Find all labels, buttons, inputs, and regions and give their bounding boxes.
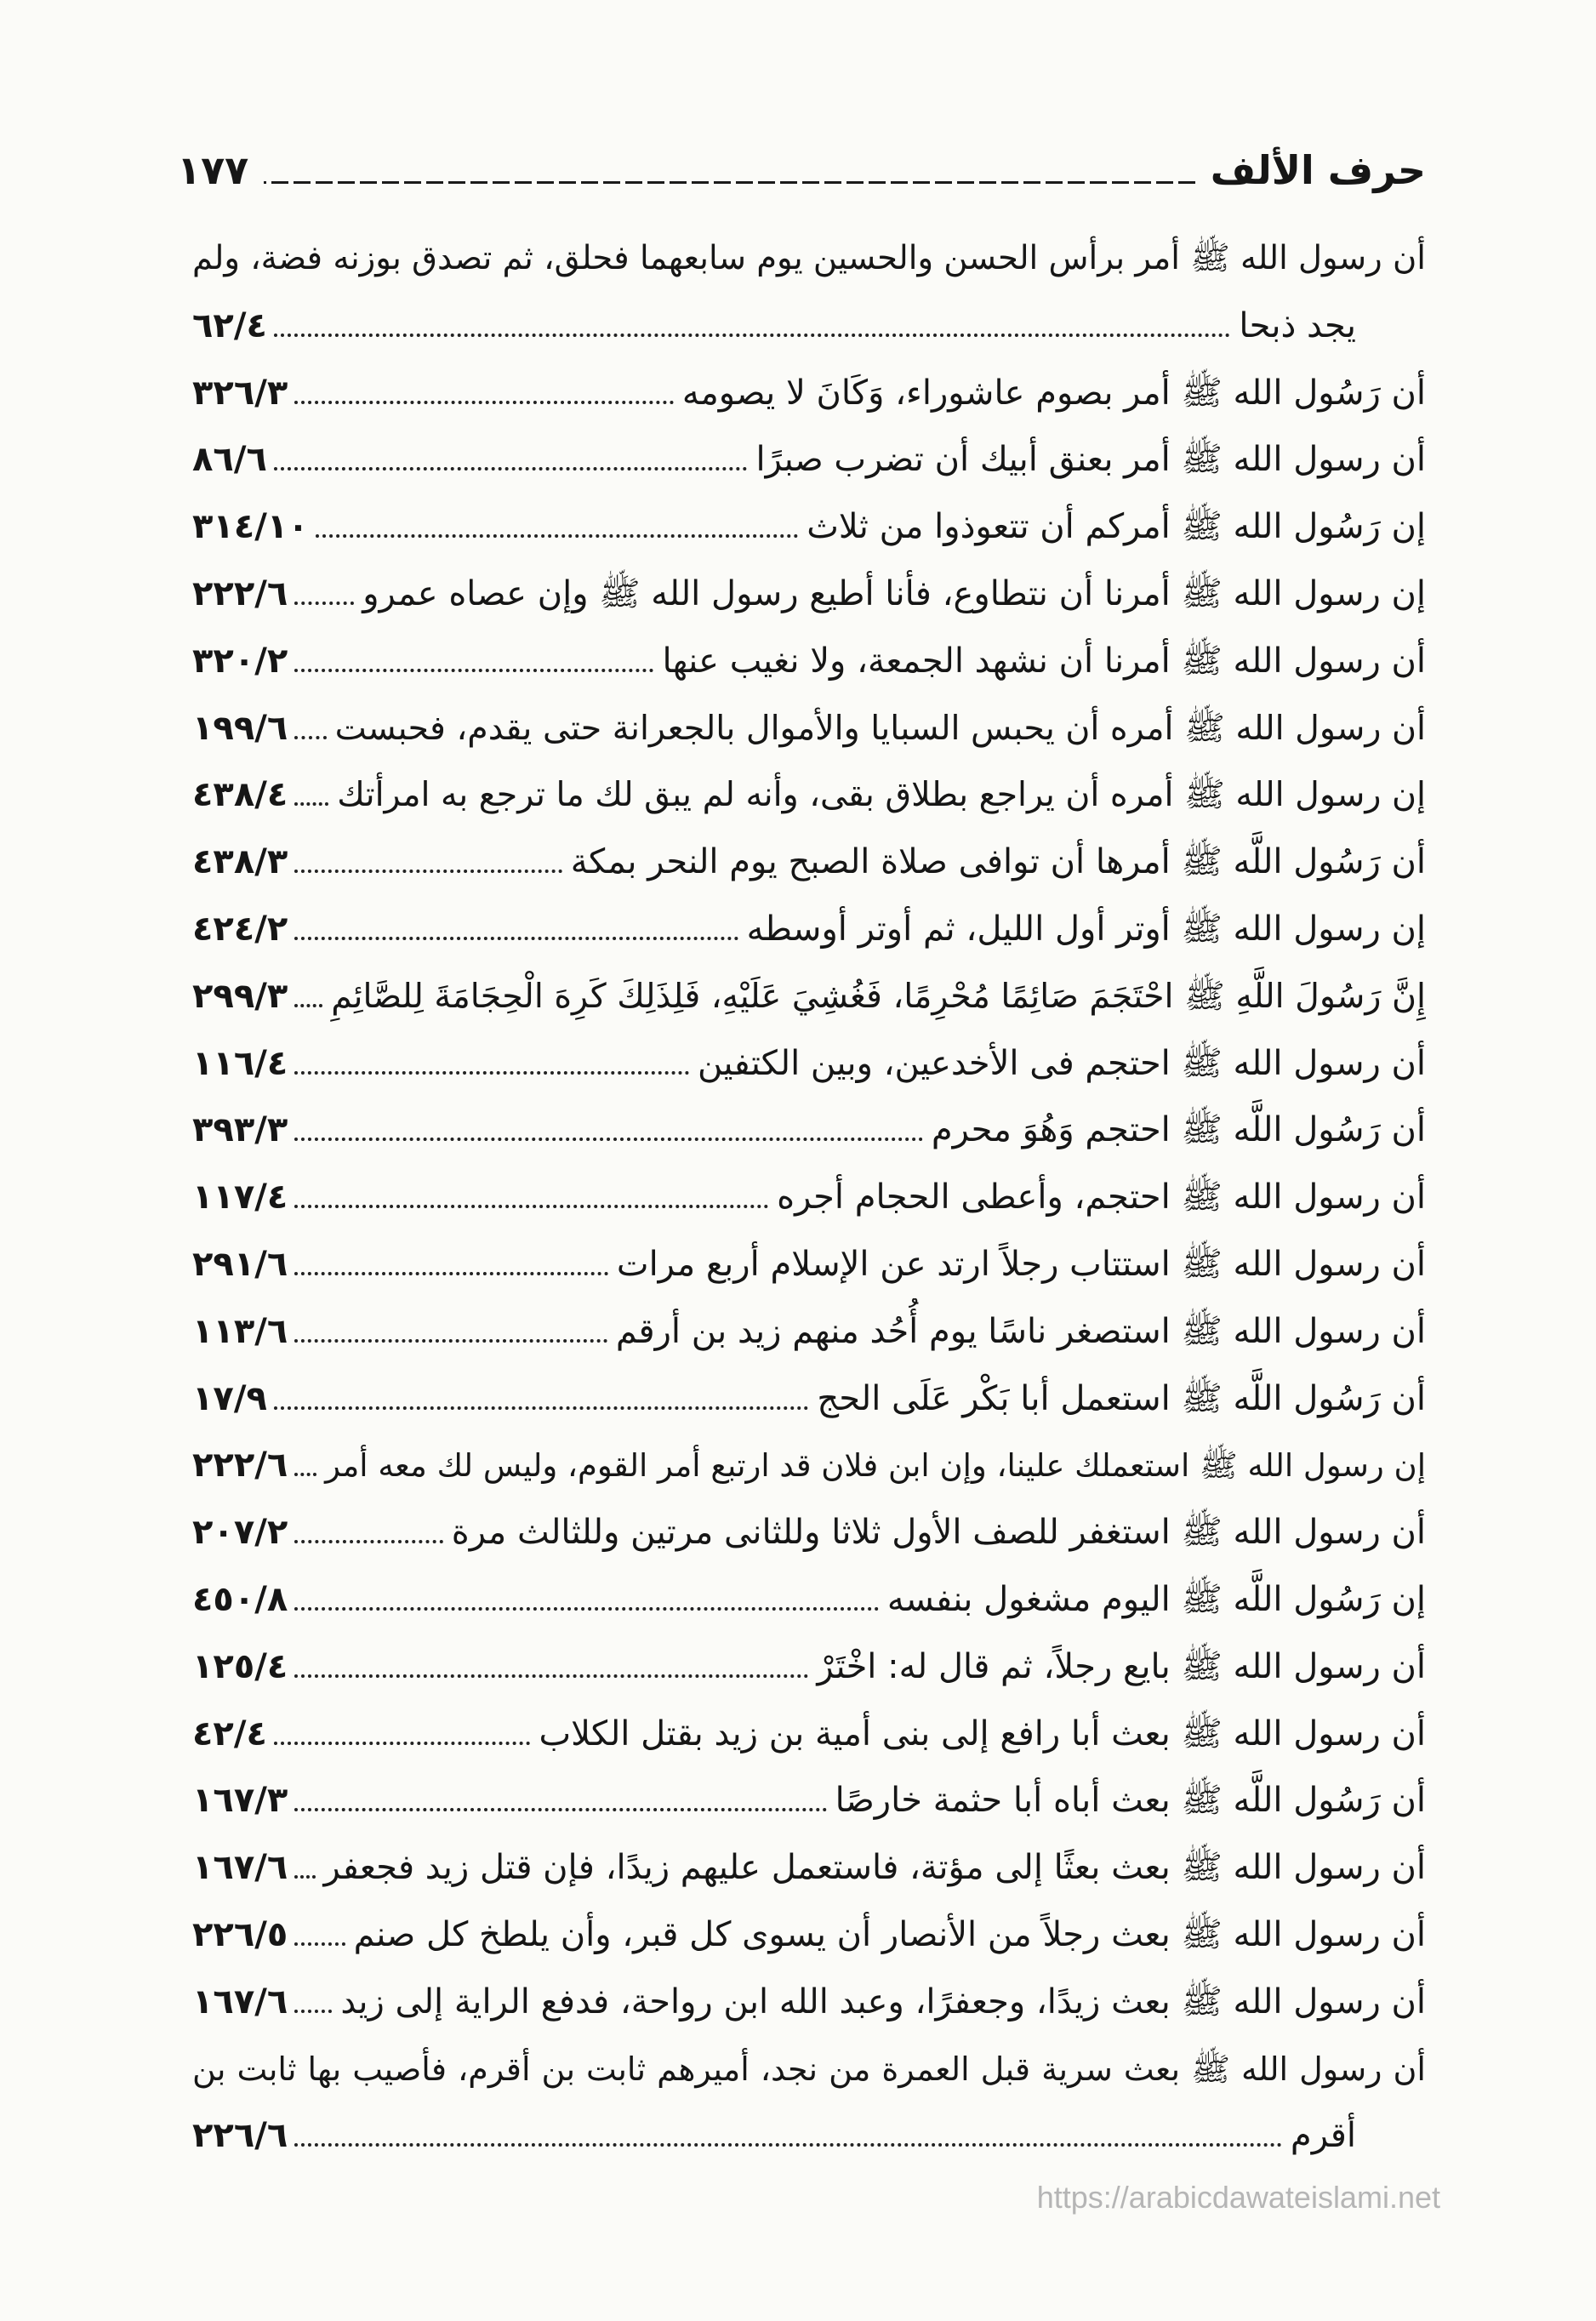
entry-text: إن رَسُول اللَّه ﷺ اليوم مشغول بنفسه bbox=[886, 1579, 1426, 1619]
entry-reference: ٢٢٦/٦ bbox=[192, 2116, 288, 2156]
entry-reference: ٤٢٤/٢ bbox=[192, 909, 288, 949]
dot-leader bbox=[294, 802, 328, 806]
entry-reference: ٨٦/٦ bbox=[192, 440, 267, 480]
entry-text: أن رَسُول اللَّه ﷺ استعمل أبا بَكْر عَلَى الحج bbox=[817, 1378, 1426, 1418]
dot-leader bbox=[294, 401, 674, 404]
entry-text: أن رسول الله ﷺ استصغر ناسًا يوم أُحُد منهم زيد بن أرقم bbox=[615, 1311, 1426, 1351]
dot-leader bbox=[294, 1071, 689, 1075]
entry-text: أن رسول الله ﷺ بايع رجلاً، ثم قال له: اخْتَرْ bbox=[817, 1646, 1426, 1686]
entry-reference: ٢٠٧/٢ bbox=[192, 1513, 288, 1553]
entry-reference: ٣٢٦/٣ bbox=[192, 373, 288, 413]
index-entry bbox=[192, 1634, 1426, 1701]
entry-reference: ٤٥٠/٨ bbox=[192, 1579, 288, 1619]
index-entry bbox=[192, 1499, 1426, 1566]
entry-reference: ١١٦/٤ bbox=[192, 1043, 288, 1083]
entry-text: أن رسول الله ﷺ أمر برأس الحسن والحسين يوم سابعهما فحلق، ثم تصدق بوزنه فضة، ولم bbox=[192, 239, 1426, 277]
dot-leader bbox=[294, 1875, 315, 1879]
entry-reference: ٢٢٢/٦ bbox=[192, 1446, 288, 1486]
dot-leader bbox=[294, 1808, 826, 1811]
dot-leader bbox=[294, 736, 326, 739]
dot-leader bbox=[274, 1406, 809, 1410]
index-entry bbox=[192, 1432, 1426, 1499]
entry-text: أن رسول الله ﷺ استتاب رجلاً ارتد عن الإسلام أربع مرات bbox=[616, 1244, 1426, 1284]
entry-text-continuation: أقرم bbox=[1290, 2116, 1356, 2156]
index-entry bbox=[192, 1767, 1426, 1834]
entry-text: إِنَّ رَسُولَ اللَّهِ ﷺ احْتَجَمَ صَائِمًا مُحْرِمًا، فَغُشِيَ عَلَيْهِ، فَلِذَلِكَ كَرِهَ الْحِجَامَةَ لِلصَّائِمِ bbox=[331, 976, 1426, 1016]
entry-reference: ٤٢/٤ bbox=[192, 1714, 267, 1754]
entry-text-continuation: يجد ذبحا bbox=[1239, 305, 1356, 345]
dot-leader bbox=[274, 467, 748, 470]
dot-leader bbox=[294, 1942, 345, 1946]
entry-reference: ١١٣/٦ bbox=[192, 1311, 288, 1351]
entry-text: أن رَسُول اللَّه ﷺ أمرها أن توافى صلاة الصبح يوم النحر بمكة bbox=[570, 842, 1426, 882]
index-entry bbox=[192, 1298, 1426, 1366]
index-entry bbox=[192, 829, 1426, 896]
entry-text: أن رسول الله ﷺ بعث سرية قبل العمرة من نجد، أميرهم ثابت بن أقرم، فأصيب بها ثابت بن bbox=[192, 2050, 1426, 2088]
entry-reference: ٢٢٢/٦ bbox=[192, 573, 288, 613]
entry-text: إن رسول الله ﷺ أمره أن يراجع بطلاق بقى، وأنه لم يبق لك ما ترجع به امرأتك bbox=[337, 775, 1426, 815]
dot-leader bbox=[294, 1473, 316, 1476]
entry-reference: ١٦٧/٣ bbox=[192, 1781, 288, 1821]
watermark-url: https://arabicdawateislami.net bbox=[1036, 2180, 1440, 2215]
dot-leader bbox=[294, 2010, 332, 2013]
entry-text: أن رسول الله ﷺ أمر بعنق أبيك أن تضرب صبرًا bbox=[755, 440, 1426, 480]
entry-text: أن رَسُول اللَّه ﷺ احتجم وَهُوَ محرم bbox=[931, 1110, 1426, 1150]
entry-line bbox=[192, 2036, 1426, 2103]
header-dashed-rule bbox=[264, 181, 1194, 184]
entry-reference: ١٦٧/٦ bbox=[192, 1982, 288, 2022]
dot-leader bbox=[294, 1674, 808, 1678]
entry-reference: ٣٩٣/٣ bbox=[192, 1110, 288, 1150]
dot-leader bbox=[274, 1742, 531, 1745]
dot-leader bbox=[294, 1138, 923, 1141]
entry-reference: ١٧/٩ bbox=[192, 1378, 267, 1418]
entry-text: أن رسول الله ﷺ استغفر للصف الأول ثلاثا وللثانى مرتين وللثالث مرة bbox=[451, 1513, 1426, 1553]
entry-text: أن رسول الله ﷺ بعث رجلاً من الأنصار أن يسوى كل قبر، وأن يلطخ كل صنم bbox=[353, 1914, 1426, 1954]
index-entry bbox=[192, 1231, 1426, 1298]
index-list bbox=[192, 225, 1426, 2170]
entry-text: أن رسول الله ﷺ بعث أبا رافع إلى بنى أمية بن زيد بقتل الكلاب bbox=[539, 1714, 1426, 1754]
entry-reference: ٦٢/٤ bbox=[192, 305, 267, 345]
dot-leader bbox=[294, 669, 653, 672]
index-entry bbox=[192, 1566, 1426, 1634]
entry-reference: ١٦٧/٦ bbox=[192, 1848, 288, 1888]
dot-leader bbox=[294, 1540, 443, 1543]
index-entry bbox=[192, 695, 1426, 762]
entry-reference: ٤٣٨/٤ bbox=[192, 775, 288, 815]
index-entry bbox=[192, 1164, 1426, 1231]
index-entry bbox=[192, 628, 1426, 695]
entry-reference: ١١٧/٤ bbox=[192, 1178, 288, 1218]
entry-line bbox=[192, 293, 1426, 360]
index-entry bbox=[192, 1366, 1426, 1433]
index-entry bbox=[192, 493, 1426, 561]
entry-text: أن رسول الله ﷺ احتجم فى الأخدعين، وبين الكتفين bbox=[697, 1043, 1426, 1083]
index-entry bbox=[192, 761, 1426, 829]
page-number: ١٧٧ bbox=[177, 147, 249, 193]
entry-reference: ١٢٥/٤ bbox=[192, 1646, 288, 1686]
entry-reference: ٣٢٠/٢ bbox=[192, 641, 288, 681]
index-entry bbox=[192, 963, 1426, 1030]
dot-leader bbox=[294, 1272, 608, 1275]
entry-text: أن رسول الله ﷺ أمره أن يحبس السبايا والأموال بالجعرانة حتى يقدم، فحبست bbox=[334, 708, 1426, 748]
dot-leader bbox=[294, 1339, 607, 1343]
dot-leader bbox=[316, 534, 799, 538]
index-entry bbox=[192, 1030, 1426, 1098]
entry-reference: ٢٢٦/٥ bbox=[192, 1914, 288, 1954]
entry-line bbox=[192, 2102, 1426, 2170]
section-title: حرف الألف bbox=[1210, 147, 1426, 193]
index-entry bbox=[192, 561, 1426, 628]
index-entry bbox=[192, 1097, 1426, 1164]
entry-text: إن رسول الله ﷺ أوتر أول الليل، ثم أوتر أوسطه bbox=[746, 909, 1426, 949]
index-entry bbox=[192, 426, 1426, 493]
entry-text: أن رسول الله ﷺ احتجم، وأعطى الحجام أجره bbox=[777, 1178, 1426, 1218]
dot-leader bbox=[274, 334, 1231, 337]
entry-text: أن رَسُول الله ﷺ أمر بصوم عاشوراء، وَكَانَ لا يصومه bbox=[681, 373, 1426, 413]
dot-leader bbox=[294, 602, 354, 605]
dot-leader bbox=[294, 937, 738, 940]
dot-leader bbox=[294, 1004, 322, 1007]
dot-leader bbox=[294, 1607, 879, 1611]
entry-reference: ١٩٩/٦ bbox=[192, 708, 288, 748]
entry-reference: ٣١٤/١٠ bbox=[192, 507, 309, 547]
entry-text: إن رسول الله ﷺ أمرنا أن نتطاوع، فأنا أطيع رسول الله ﷺ وإن عصاه عمرو bbox=[362, 573, 1426, 613]
index-entry bbox=[192, 1902, 1426, 1969]
entry-text: أن رسول الله ﷺ بعث زيدًا، وجعفرًا، وعبد الله ابن رواحة، فدفع الراية إلى زيد bbox=[340, 1982, 1426, 2022]
entry-reference: ٢٩١/٦ bbox=[192, 1244, 288, 1284]
index-entry bbox=[192, 2036, 1426, 2170]
entry-reference: ٤٣٨/٣ bbox=[192, 842, 288, 882]
index-entry bbox=[192, 1834, 1426, 1902]
dot-leader bbox=[294, 870, 561, 873]
entry-text: إن رسول الله ﷺ استعملك علينا، وإن ابن فلان قد ارتبع أمر القوم، وليس لك معه أمر bbox=[325, 1447, 1426, 1485]
index-entry bbox=[192, 360, 1426, 427]
index-entry bbox=[192, 1969, 1426, 2036]
entry-text: أن رسول الله ﷺ أمرنا أن نشهد الجمعة، ولا نغيب عنها bbox=[662, 641, 1426, 681]
dot-leader bbox=[294, 1205, 768, 1208]
index-entry bbox=[192, 225, 1426, 360]
dot-leader bbox=[294, 2143, 1282, 2147]
entry-reference: ٢٩٩/٣ bbox=[192, 976, 288, 1016]
entry-line bbox=[192, 225, 1426, 293]
entry-text: إن رَسُول الله ﷺ أمركم أن تتعوذوا من ثلاث bbox=[807, 507, 1426, 547]
entry-text: أن رَسُول اللَّه ﷺ بعث أباه أبا حثمة خارصًا bbox=[835, 1781, 1426, 1821]
index-entry bbox=[192, 896, 1426, 963]
running-header bbox=[177, 141, 1426, 199]
index-entry bbox=[192, 1701, 1426, 1768]
entry-text: أن رسول الله ﷺ بعث بعثًا إلى مؤتة، فاستعمل عليهم زيدًا، فإن قتل زيد فجعفر bbox=[323, 1848, 1426, 1888]
